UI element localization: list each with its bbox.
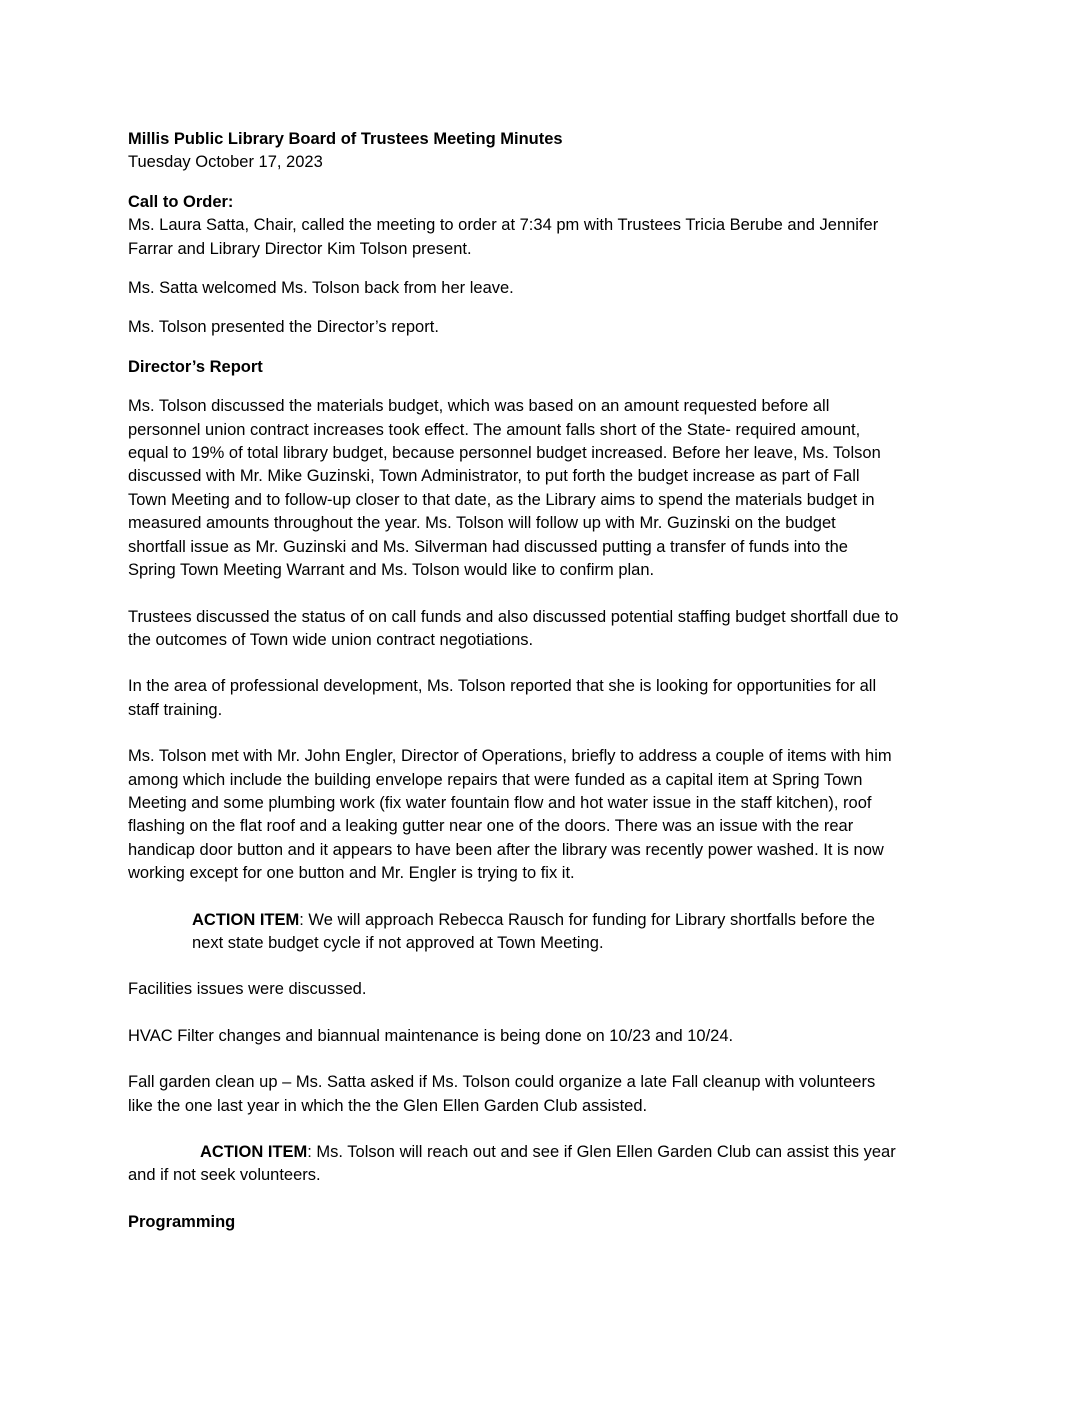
action-item-label: ACTION ITEM bbox=[192, 910, 300, 929]
action-item-line: next state budget cycle if not approved at Town Meeting. bbox=[192, 933, 604, 952]
paragraph-line: like the one last year in which the the Glen Ellen Garden Club assisted. bbox=[128, 1096, 648, 1115]
document-page bbox=[128, 128, 963, 1234]
paragraph-line: Trustees discussed the status of on call funds and also discussed potential staffing budget shortfall due to bbox=[128, 607, 899, 626]
hvac-paragraph: HVAC Filter changes and biannual maintenance is being done on 10/23 and 10/24. bbox=[128, 1026, 734, 1045]
paragraph-line: shortfall issue as Mr. Guzinski and Ms. Silverman had discussed putting a transfer of funds into the bbox=[128, 537, 848, 556]
paragraph-line: flashing on the flat roof and a leaking gutter near one of the doors. There was an issue with the rear bbox=[128, 817, 854, 836]
call-to-order-heading: Call to Order: bbox=[128, 192, 234, 211]
meeting-date: Tuesday October 17, 2023 bbox=[128, 153, 323, 172]
paragraph-line: Ms. Tolson discussed the materials budget, which was based on an amount requested before all bbox=[128, 397, 830, 416]
action-item-line bbox=[128, 1141, 963, 1164]
paragraph-line: measured amounts throughout the year. Ms. Tolson will follow up with Mr. Guzinski on the budget bbox=[128, 514, 836, 533]
paragraph-line: handicap door button and it appears to have been after the library was recently power washed. It is now bbox=[128, 840, 884, 859]
action-item-text: : We will approach Rebecca Rausch for funding for Library shortfalls before the bbox=[299, 910, 875, 929]
facilities-paragraph: Facilities issues were discussed. bbox=[128, 980, 367, 999]
action-item-label: ACTION ITEM bbox=[200, 1143, 308, 1161]
paragraph-line: among which include the building envelope repairs that were funded as a capital item at Spring Town bbox=[128, 770, 863, 789]
action-item-line bbox=[192, 909, 963, 932]
paragraph-line: personnel union contract increases took effect. The amount falls short of the State- required amount, bbox=[128, 420, 861, 439]
paragraph-line: staff training. bbox=[128, 700, 223, 719]
paragraph-line: discussed with Mr. Mike Guzinski, Town Administrator, to put forth the budget increase as part of Fall bbox=[128, 467, 860, 486]
presented-paragraph: Ms. Tolson presented the Director’s report. bbox=[128, 318, 439, 337]
welcome-paragraph: Ms. Satta welcomed Ms. Tolson back from her leave. bbox=[128, 279, 514, 298]
paragraph-line: Spring Town Meeting Warrant and Ms. Tolson would like to confirm plan. bbox=[128, 561, 655, 580]
paragraph-line: In the area of professional development, Ms. Tolson reported that she is looking for opportunities for all bbox=[128, 677, 877, 696]
paragraph-line: the outcomes of Town wide union contract negotiations. bbox=[128, 630, 534, 649]
document-title: Millis Public Library Board of Trustees Meeting Minutes bbox=[128, 130, 563, 148]
paragraph-line: Meeting and some plumbing work (fix water fountain flow and hot water issue in the staff kitchen), roof bbox=[128, 793, 872, 812]
paragraph-line: equal to 19% of total library budget, because personnel budget increased. Before her leave, Ms. Tolson bbox=[128, 444, 881, 463]
paragraph-line: working except for one button and Mr. Engler is trying to fix it. bbox=[128, 864, 575, 883]
paragraph-line: Ms. Tolson met with Mr. John Engler, Director of Operations, briefly to address a couple of items with him bbox=[128, 747, 892, 766]
paragraph-line: Fall garden clean up – Ms. Satta asked if Ms. Tolson could organize a late Fall cleanup with volunteers bbox=[128, 1073, 876, 1092]
call-to-order-line-1: Ms. Laura Satta, Chair, called the meeting to order at 7:34 pm with Trustees Tricia Berube and Jennifer bbox=[128, 216, 879, 235]
on-call-funds-paragraph bbox=[128, 606, 963, 653]
action-item-garden bbox=[128, 1141, 963, 1188]
action-item-text: : Ms. Tolson will reach out and see if Glen Ellen Garden Club can assist this year bbox=[307, 1143, 896, 1161]
garden-cleanup-paragraph bbox=[128, 1071, 963, 1118]
programming-heading: Programming bbox=[128, 1212, 236, 1231]
professional-development-paragraph bbox=[128, 675, 963, 722]
action-item-funding bbox=[128, 909, 963, 956]
operations-meeting-paragraph bbox=[128, 745, 963, 885]
directors-report-heading: Director’s Report bbox=[128, 357, 263, 376]
paragraph-line: Town Meeting and to follow-up closer to that date, as the Library aims to spend the materials budget in bbox=[128, 490, 875, 509]
action-item-line: and if not seek volunteers. bbox=[128, 1166, 321, 1185]
materials-budget-paragraph bbox=[128, 395, 963, 582]
call-to-order-line-2: Farrar and Library Director Kim Tolson present. bbox=[128, 239, 472, 258]
